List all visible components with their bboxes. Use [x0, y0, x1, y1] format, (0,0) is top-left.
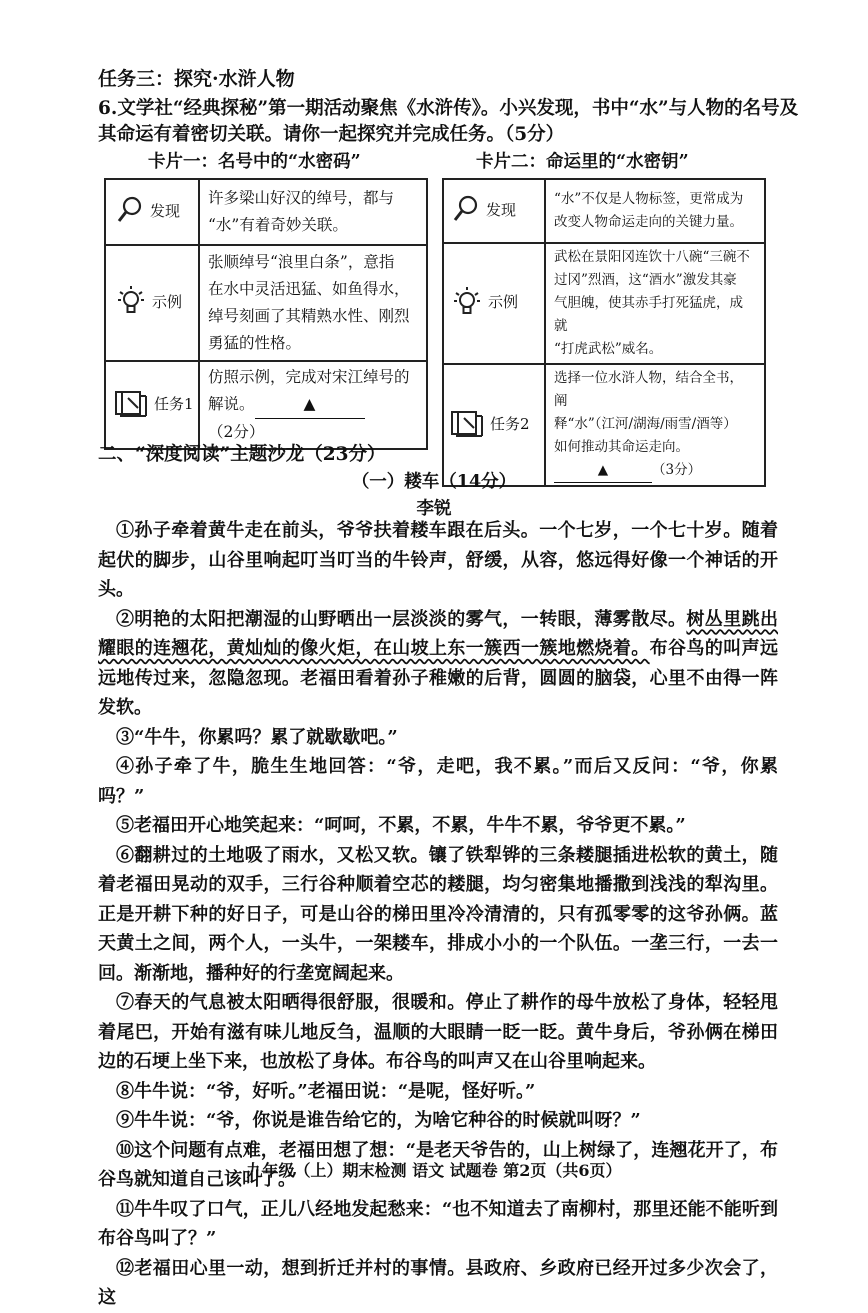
underlined-sentence: 树丛里跳出耀眼的连翘花，黄灿灿的像火炬，在山坡上东一簇西一簇地燃烧着。: [98, 608, 779, 659]
card2-discover-text: “水”不仅是人物标签，更常成为 改变人物命运走向的关键力量。: [545, 179, 765, 243]
card1-row-example: [105, 245, 427, 361]
paragraph-6: ⑥翻耕过的土地吸了雨水，又松又软。镶了铁犁铧的三条耧腿插进松软的黄土，随着老福田晃动的双手，三行谷种顺着空芯的耧腿，均匀密集地播撒到浅浅的犁沟里。正是开耕下种的好日子，可是山谷的梯田里冷冷清清的，只有孤零零的这爷孙俩。蓝天黄土之间，两个人，一头牛，一架耧车，排成小小的一个队伍。一垄三行，一去一回。渐渐地，播种好的行垄宽阔起来。: [98, 844, 778, 984]
card2-discover-label: 发现: [486, 200, 517, 219]
paragraph-4: ④孙子牵了牛，脆生生地回答：“爷，走吧，我不累。”而后又反问：“爷，你累吗？”: [98, 756, 778, 807]
article-author: 李锐: [416, 499, 452, 519]
card1-task-label: 任务1: [154, 394, 194, 413]
card1-row-task: [105, 361, 427, 449]
paragraph-9: ⑨牛牛说：“爷，你说是谁告给它的，为啥它种谷的时候就叫呀？”: [116, 1110, 641, 1131]
question6-line2: 其命运有着密切关联。请你一起探究并完成任务。（5分）: [98, 124, 565, 145]
card1-example-text: 张顺绰号“浪里白条”，意指 在水中灵活迅猛、如鱼得水， 绰号刻画了其精熟水性、刚烈 勇猛的性格。: [199, 245, 427, 361]
card1-title: 卡片一：名号中的“水密码”: [148, 152, 361, 172]
card2-example-text: 武松在景阳冈连饮十八碗“三碗不 过冈”烈酒，这“酒水”激发其豪 气胆魄，使其赤手打死猛虎，成就 “打虎武松”威名。: [545, 243, 765, 364]
paragraph-11: ⑪牛牛叹了口气，正儿八经地发起愁来：“也不知道去了南柳村，那里还能不能听到布谷鸟叫了？”: [98, 1198, 778, 1249]
question6-line1: 6.文学社“经典探秘”第一期活动聚焦《水浒传》。小兴发现，书中“水”与人物的名号及: [98, 98, 799, 119]
card2-row-example: [443, 243, 765, 364]
lightbulb-icon: [452, 285, 482, 319]
card1-discover-label: 发现: [150, 201, 181, 220]
book-icon: [114, 388, 148, 418]
card1-discover-text: 许多梁山好汉的绰号，都与 “水”有着奇妙关联。: [199, 179, 427, 245]
paragraph-2: ②明艳的太阳把潮湿的山野晒出一层淡淡的雾气，一转眼，薄雾散尽。树丛里跳出耀眼的连翘花，黄灿灿的像火炬，在山坡上东一簇西一簇地燃烧着。布谷鸟的叫声远远地传过来，忽隐忽现。老福田看着孙子稚嫩的后背，圆圆的脑袋，心里不由得一阵发软。: [98, 608, 779, 718]
card2-table: [442, 178, 766, 487]
paragraph-3: ③“牛牛，你累吗？累了就歇歇吧。”: [116, 726, 398, 748]
magnifier-icon: [116, 195, 144, 225]
paragraph-1: ①孙子牵着黄牛走在前头，爷爷扶着耧车跟在后头。一个七岁，一个七十岁。随着起伏的脚步，山谷里响起叮当叮当的牛铃声，舒缓，从容，悠远得好像一个神话的开头。: [98, 520, 778, 600]
page-footer: 九年级（上）期末检测 语文 试题卷 第2页（共6页）: [246, 1161, 622, 1180]
paragraph-12: ⑫老福田心里一动，想到折迁并村的事情。县政府、乡政府已经开过多少次会了，这: [98, 1257, 778, 1308]
article-body: [98, 516, 778, 1313]
card1-task-text: 仿照示例，完成对宋江绰号的 解说。 ▲（2分）: [199, 361, 427, 449]
card1-example-label: 示例: [152, 292, 183, 311]
card2-task-text: 选择一位水浒人物，结合全书，阐 释“水”（江河/湖海/雨雪/酒等） 如何推动其命运走向。 ▲ （3分）: [545, 364, 765, 486]
card2-title: 卡片二：命运里的“水密钥”: [476, 152, 689, 172]
article-title: （一）耧车（14分）: [351, 472, 517, 492]
card2-task-label: 任务2: [490, 414, 530, 433]
magnifier-icon: [452, 194, 480, 224]
lightbulb-icon: [116, 284, 146, 318]
task3-title: 任务三：探究·水浒人物: [98, 68, 295, 90]
paragraph-5: ⑤老福田开心地笑起来：“呵呵，不累，不累，牛牛不累，爷爷更不累。”: [116, 815, 686, 836]
card1-row-discover: [105, 179, 427, 245]
card2-row-discover: [443, 179, 765, 243]
paragraph-7: ⑦春天的气息被太阳晒得很舒服，很暖和。停止了耕作的母牛放松了身体，轻轻甩着尾巴，开始有滋有味儿地反刍，温顺的大眼睛一眨一眨。黄牛身后，爷孙俩在梯田边的石埂上坐下来，也放松了身体。布谷鸟的叫声又在山谷里响起来。: [98, 992, 778, 1072]
book-icon: [450, 408, 484, 438]
paragraph-8: ⑧牛牛说：“爷，好听。”老福田说：“是呢，怪好听。”: [116, 1080, 536, 1102]
card2-example-label: 示例: [488, 293, 519, 311]
card1-answer-blank[interactable]: ▲: [255, 391, 365, 419]
section2-title: 二、“深度阅读”主题沙龙（23分）: [98, 444, 386, 465]
card1-table: [104, 178, 428, 450]
paragraph-10: ⑩这个问题有点难，老福田想了想：“是老天爷告的，山上树绿了，连翘花开了，布谷鸟就知道自己该叫了。”: [98, 1139, 778, 1190]
card2-answer-blank[interactable]: ▲: [554, 459, 652, 483]
